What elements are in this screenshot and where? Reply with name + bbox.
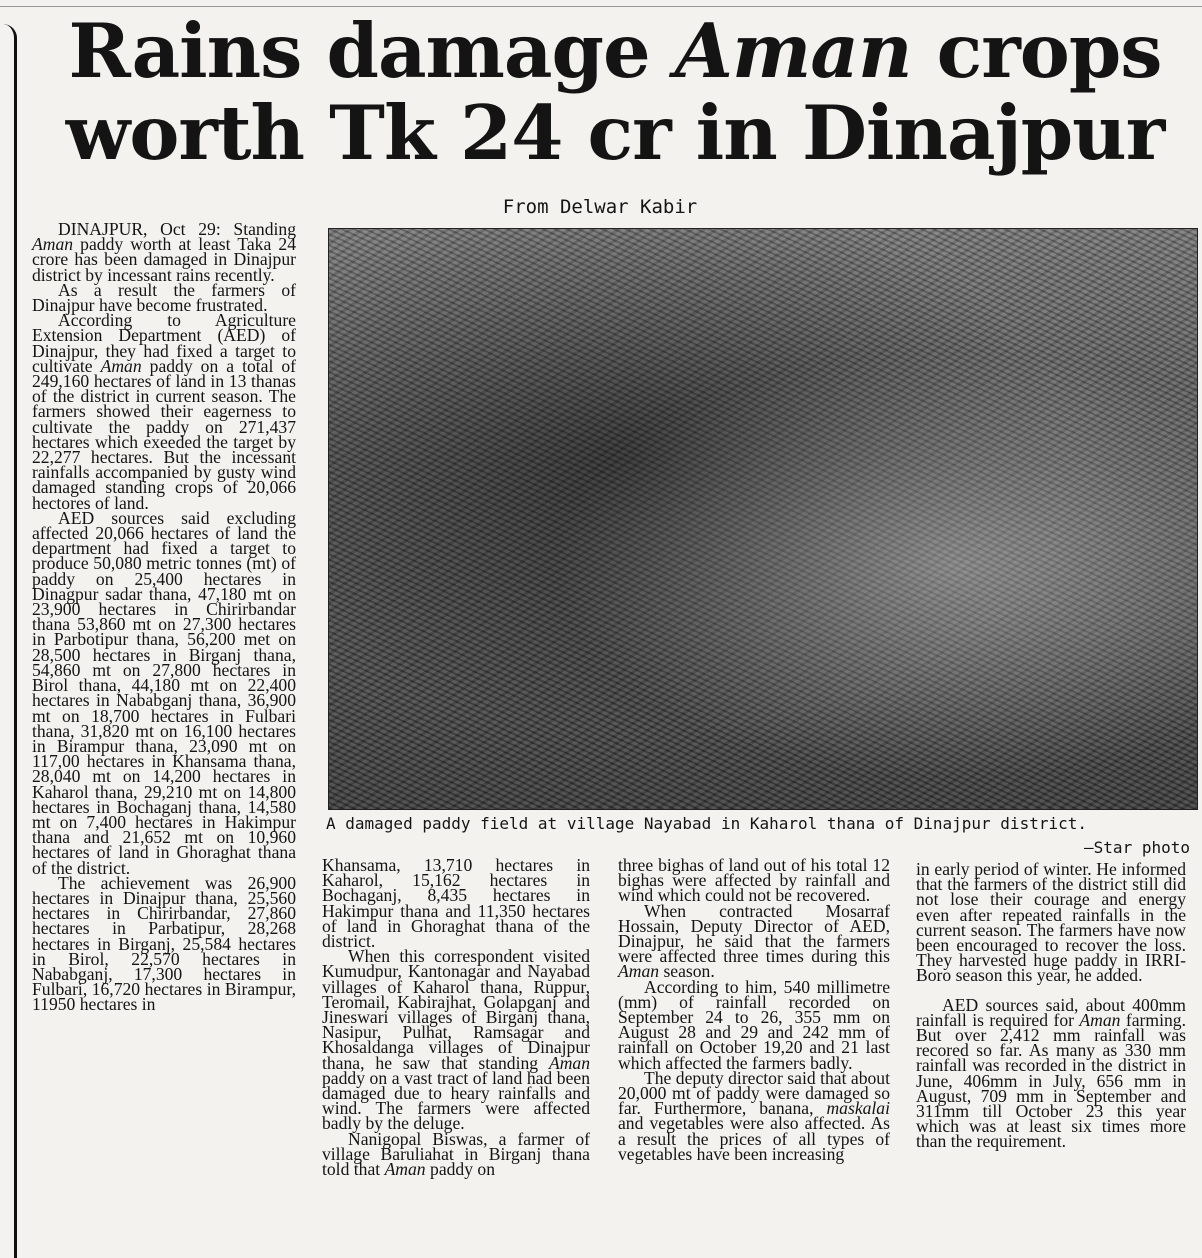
article-paragraph: When contracted Mosarraf Hossain, Deputy Director of AED, Dinajpur, he said that the farmers were affected three times during this Aman season. — [618, 900, 890, 982]
article-paragraph: The deputy director said that about 20,000 mt of paddy were damaged so far. Furthermore, banana, maskalai and vegetables were also affected. As a result the prices of all types of vegetables have been increasing — [618, 1067, 890, 1164]
article-paragraph: When this correspondent visited Kumudpur, Kantonagar and Nayabad villages of Kaharol thana, Ruppur, Teromail, Kabirajhat, Golapganj and Jineswari villages of Birganj thana, Nasipur, Pulhat, Ramsagar and Khosaldanga villages of Dinajpur thana, he saw that standing Aman paddy on a vast tract of land had been damaged due to heary rainfalls and wind. The farmers were affected badly by the deluge. — [322, 946, 591, 1134]
page-top-border — [0, 0, 1202, 7]
damaged-paddy-field-photo — [328, 228, 1198, 810]
headline — [40, 7, 1190, 177]
photo-caption: A damaged paddy field at village Nayabad in Kaharol thana of Dinajpur district. — [326, 814, 1087, 833]
article-paragraph: AED sources said excluding affected 20,066 hectares of land the department had fixed a target to produce 50,080 metric tonnes (mt) of paddy on 25,400 hectares in Dinagpur sadar thana, 47,180 mt on 23,900 hectares in Chirirbandar thana 53,860 mt on 27,300 hectares in Parbotipur thana, 56,200 met on 28,500 hectares in Birganj thana, 54,860 mt on 27,800 hectares in Birol thana, 44,180 mt on 22,400 hectares in Nababganj thana, 36,900 mt on 18,700 hectares in Fulbari thana, 31,820 mt on 16,100 hectares in Birampur thana, 23,090 mt on 117,00 hectares in Khansama thana, 28,040 mt on 14,200 hectares in Kaharol thana, 29,210 mt on 14,800 hectares in Bochaganj thana, 14,580 mt on 7,400 hectares in Hakimpur thana and 21,652 mt on 10,960 hectares of land in Ghoraghat thana of the district. — [32, 507, 296, 878]
article-column-4 — [916, 859, 1186, 1152]
article-column-3 — [618, 855, 890, 1164]
headline-text: Rains damage — [68, 7, 650, 95]
article-paragraph: The achievement was 26,900 hectares in Dinajpur thana, 25,560 hectares in Chirirbandar, 27,860 hectares in Parbatipur, 28,268 hectares in Birganj, 25,584 hectares in Birol, 22,570 hectares in Nababganj, 17,300 hectares in Fulbari, 16,720 hectares in Birampur, 11950 hectares in — [32, 872, 296, 1015]
article-paragraph: three bighas of land out of his total 12 bighas were affected by rainfall and wind which could not be recovered. — [618, 855, 890, 906]
article-paragraph: DINAJPUR, Oct 29: Standing Aman paddy worth at least Taka 24 crore has been damaged in Dinajpur district by incessant rains recently. — [32, 219, 296, 285]
headline-second-line: worth Tk 24 cr in Dinajpur — [65, 89, 1165, 177]
left-column-rule — [0, 24, 17, 1258]
article-paragraph: in early period of winter. He informed that the farmers of the district still did not lose their courage and energy even after repeated rainfalls in the current season. The farmers have now been encouraged to recover the loss. They harvested huge paddy in IRRI-Boro season this year, he added. — [916, 859, 1186, 986]
headline-text-end: crops — [936, 7, 1162, 95]
article-paragraph: As a result the farmers of Dinajpur have become frustrated. — [32, 279, 296, 316]
headline-italic-word: Aman — [674, 7, 912, 95]
article-paragraph: Nanigopal Biswas, a farmer of village Baruliahat in Birganj thana told that Aman paddy on — [322, 1128, 590, 1180]
byline: From Delwar Kabir — [502, 196, 698, 218]
article-column-2 — [322, 855, 591, 1180]
article-paragraph: According to him, 540 millimetre (mm) of rainfall recorded on September 24 to 26, 355 mm on August 28 and 29 and 242 mm of rainfall on October 19,20 and 21 last which affected the farmers badly. — [618, 976, 890, 1073]
article-paragraph: Khansama, 13,710 hectares in Kaharol, 15,162 hectares in Bochaganj, 8,435 hectares in Hakimpur thana and 11,350 hectares of land in Ghoraghat thana of the district. — [322, 855, 590, 952]
photo-credit: —Star photo — [1084, 838, 1190, 857]
article-paragraph: According to Agriculture Extension Department (AED) of Dinajpur, they had fixed a target to cultivate Aman paddy on a total of 249,160 hectares of land in 13 thanas of the district in current season. The farmers showed their eagerness to cultivate the paddy on 271,437 hectares which exeeded the target by 22,277 hectares. But the incessant rainfalls accompanied by gusty wind damaged standing crops of 20,066 hectores of land. — [32, 310, 297, 513]
article-paragraph: AED sources said, about 400mm rainfall is required for Aman farming. But over 2,412 mm rainfall was recored so far. As many as 330 mm rainfall was recorded in the district in June, 406mm in July, 656 mm in August, 709 mm in September and 311mm till October 23 this year which was at least six times more than the requirement. — [916, 994, 1186, 1152]
article-column-1 — [32, 219, 297, 1015]
